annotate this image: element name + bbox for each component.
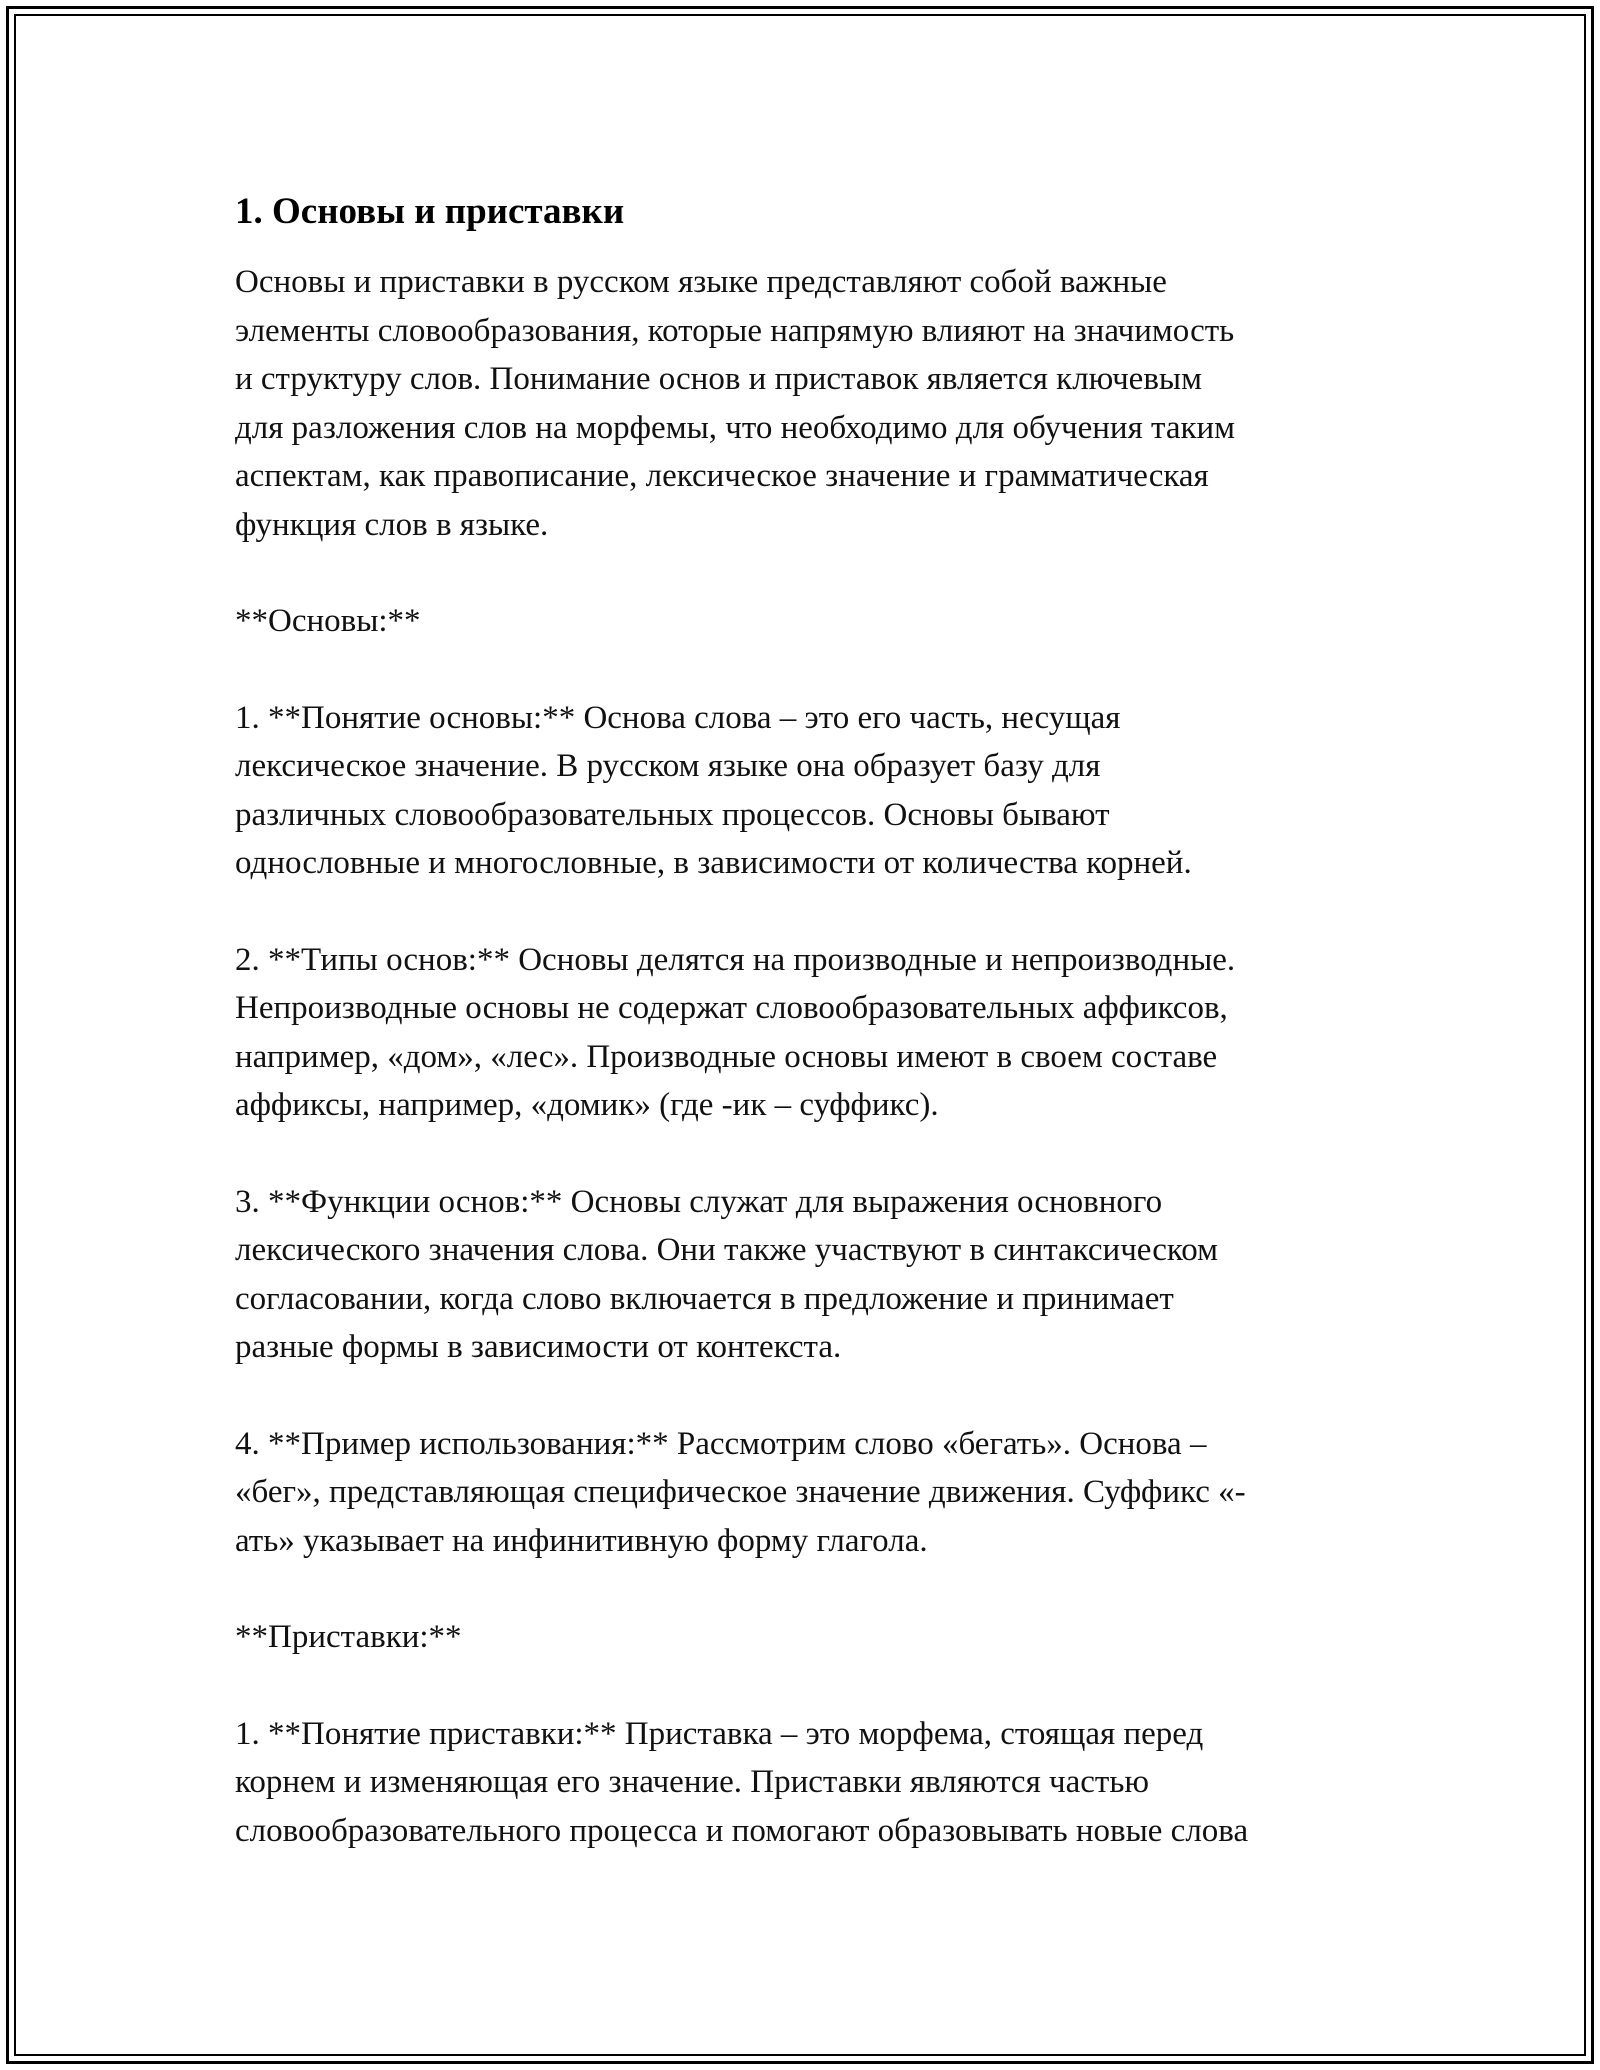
text-line: и структуру слов. Понимание основ и приставок является ключевым (235, 361, 1202, 397)
list-item-osnovy-1 (235, 694, 1375, 888)
text-line: 2. **Типы основ:** Основы делятся на производные и непроизводные. (235, 941, 1236, 978)
text-line: лексическое значение. В русском языке она образует базу для (235, 748, 1101, 784)
list-item-osnovy-2 (235, 936, 1375, 1130)
document-body (235, 188, 1375, 1903)
text-line: аффиксы, например, «домик» (где -ик – суффикс). (235, 1087, 939, 1123)
text-line: Непроизводные основы не содержат словообразовательных аффиксов, (235, 990, 1228, 1026)
text-line: например, «дом», «лес». Производные основы имеют в своем составе (235, 1038, 1218, 1075)
text-line: 1. **Понятие приставки:** Приставка – это морфема, стоящая перед (235, 1715, 1204, 1752)
text-line: однословные и многословные, в зависимости от количества корней. (235, 845, 1192, 881)
text-line: 3. **Функции основ:** Основы служат для выражения основного (235, 1183, 1163, 1220)
section-heading: 1. Основы и приставки (235, 191, 625, 232)
text-line: **Основы:** (235, 603, 421, 639)
text-line: 1. **Понятие основы:** Основа слова – это его часть, несущая (235, 699, 1121, 736)
text-line: Основы и приставки в русском языке представляют собой важные (235, 264, 1167, 300)
subheading-osnovy (235, 597, 1375, 646)
text-line: аспектам, как правописание, лексическое значение и грамматическая (235, 458, 1209, 494)
text-line: разные формы в зависимости от контекста. (235, 1329, 842, 1365)
subheading-pristavki (235, 1613, 1375, 1662)
text-line: элементы словообразования, которые напрямую влияют на значимость (235, 312, 1235, 349)
list-item-osnovy-3 (235, 1178, 1375, 1372)
text-line: согласовании, когда слово включается в предложение и принимает (235, 1280, 1174, 1317)
text-line: 4. **Пример использования:** Рассмотрим слово «бегать». Основа – (235, 1425, 1207, 1462)
text-line: ать» указывает на инфинитивную форму глагола. (235, 1522, 928, 1559)
text-line: лексического значения слова. Они также участвуют в синтаксическом (235, 1232, 1219, 1268)
list-item-osnovy-4 (235, 1420, 1375, 1566)
text-line: различных словообразовательных процессов. Основы бывают (235, 796, 1110, 833)
list-item-pristavki-1 (235, 1710, 1375, 1856)
text-line: для разложения слов на морфемы, что необходимо для обучения таким (235, 409, 1236, 446)
text-line: «бег», представляющая специфическое значение движения. Суффикс «- (235, 1474, 1246, 1510)
text-line: словообразовательного процесса и помогают образовывать новые слова (235, 1812, 1249, 1849)
text-line: **Приставки:** (235, 1619, 462, 1655)
text-line: корнем и изменяющая его значение. Приставки являются частью (235, 1764, 1150, 1800)
intro-paragraph (235, 258, 1375, 549)
text-line: функция слов в языке. (235, 506, 549, 543)
